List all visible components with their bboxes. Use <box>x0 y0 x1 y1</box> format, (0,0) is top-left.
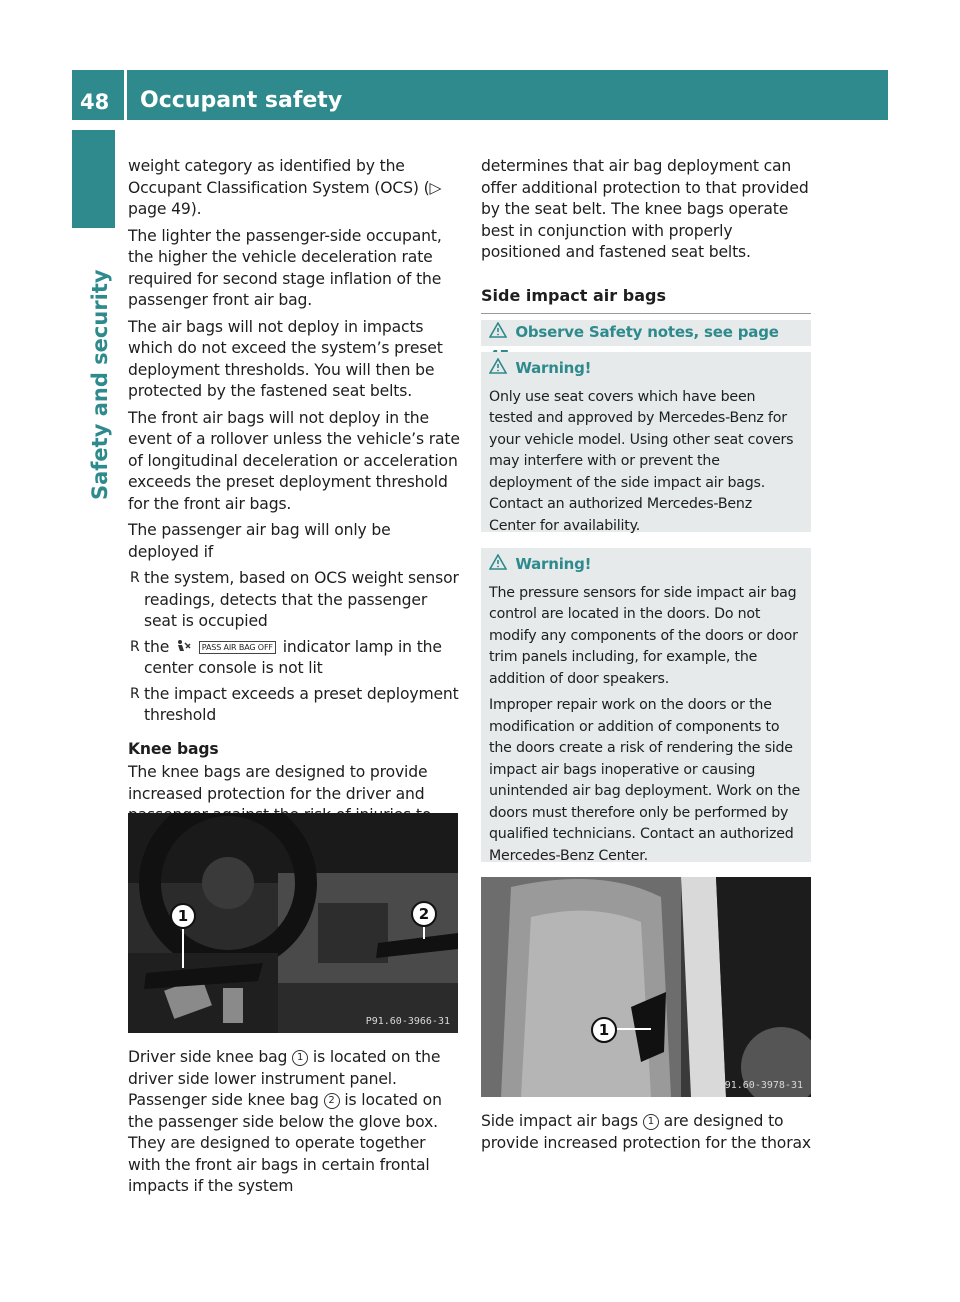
paragraph-part: Side impact air bags <box>481 1112 639 1130</box>
safety-note <box>481 320 811 346</box>
knee-bags-photo <box>128 813 458 1033</box>
warning-icon <box>489 358 511 382</box>
paragraph: weight category as identified by the Occupant Classification System (OCS) (▷ page 49). <box>128 157 442 218</box>
warning-box-2 <box>481 548 811 862</box>
callout-ref-1: 1 <box>292 1050 308 1066</box>
photo-code: P91.60-3978-31 <box>718 1080 803 1091</box>
paragraph: The front air bags will not deploy in the event of a rollover unless the vehicle’s rate of longitudinal deceleration or acceleration exceeds the preset deployment threshold for the front air bags. <box>128 408 460 513</box>
callout-ref-2: 2 <box>324 1093 340 1109</box>
warning-text: Only use seat covers which have been tested and approved by Mercedes-Benz for your vehicle model. Using other seat covers may interfere with or prevent the deployment of the side impact air bags. Contact an authorized Mercedes-Benz Center for availability. <box>489 388 794 534</box>
paragraph-part: is located on the passenger side below the glove box. They are designed to operate together with the front air bags in certain frontal impacts if the system <box>128 1091 442 1195</box>
airbag-icon <box>174 639 192 655</box>
warning-text: The pressure sensors for side impact air bag control are located in the doors. Do not modify any components of the doors or door trim panels including, for example, the addition of door speakers. <box>489 584 798 687</box>
callout-1: 1 <box>591 1017 617 1043</box>
left-column <box>128 156 460 853</box>
side-airbag-photo <box>481 877 811 1097</box>
callout-2: 2 <box>411 901 437 927</box>
side-impact-heading: Side impact air bags <box>481 286 811 314</box>
paragraph-part: Driver side knee bag <box>128 1048 288 1066</box>
warning-text: Improper repair work on the doors or the modification or addition of components to the doors create a risk of rendering the side impact air bags inoperative or causing unintended air bag deployment. Work on the doors must therefore only be performed by qualified technicians. Contact an authorized Mercedes-Benz Center. <box>489 697 801 864</box>
paragraph: The knee bags are designed to provide increased protection for the driver and <box>128 763 428 803</box>
warning-icon <box>489 322 511 346</box>
paragraph-part: is located on the driver side lower instrument panel. Passenger side knee bag <box>128 1048 441 1109</box>
paragraph: determines that air bag deployment can offer additional protection to that provided by the seat belt. The knee bags operate best in conjunction with properly positioned and fastened seat belts. <box>481 157 809 261</box>
safety-note-text: Observe Safety notes, see page <box>515 323 779 341</box>
list-item-text: indicator lamp in the center console is not lit <box>144 637 442 677</box>
section-label: Safety and security <box>88 269 112 500</box>
header-divider <box>124 70 127 120</box>
page-title: Occupant safety <box>140 88 343 113</box>
callout-1: 1 <box>170 903 196 929</box>
page-number: 48 <box>80 90 110 114</box>
warning-box-1 <box>481 352 811 532</box>
seat-illustration <box>481 877 811 1097</box>
list-item-text: the <box>144 637 170 656</box>
section-tab <box>72 130 115 228</box>
callout-ref-1: 1 <box>643 1114 659 1130</box>
list-item <box>128 637 460 680</box>
right-column-bottom <box>481 1111 811 1154</box>
paragraph: The air bags will not deploy in impacts which do not exceed the system’s preset deployment thresholds. You will then be protected by the fastened seat belts. <box>128 317 443 400</box>
paragraph: The passenger air bag will only be deployed if <box>128 521 391 561</box>
list-item: R the impact exceeds a preset deployment threshold <box>128 684 460 727</box>
warning-icon <box>489 554 511 578</box>
photo-code: P91.60-3966-31 <box>365 1016 450 1027</box>
warning-title: Warning! <box>515 555 592 573</box>
paragraph-part: are designed to provide increased protection for the thorax <box>481 1112 811 1152</box>
warning-title: Warning! <box>515 359 592 377</box>
paragraph: The lighter the passenger-side occupant, the higher the vehicle deceleration rate required for second stage inflation of the passenger front air bag. <box>128 226 442 309</box>
right-column-top <box>481 156 811 269</box>
left-column-bottom <box>128 1047 460 1198</box>
pass-airbag-off-symbol: PASS AIR BAG OFF <box>199 641 276 654</box>
list-item: R the system, based on OCS weight sensor readings, detects that the passenger seat is occupied <box>128 568 460 633</box>
knee-bags-heading: Knee bags <box>128 739 219 758</box>
